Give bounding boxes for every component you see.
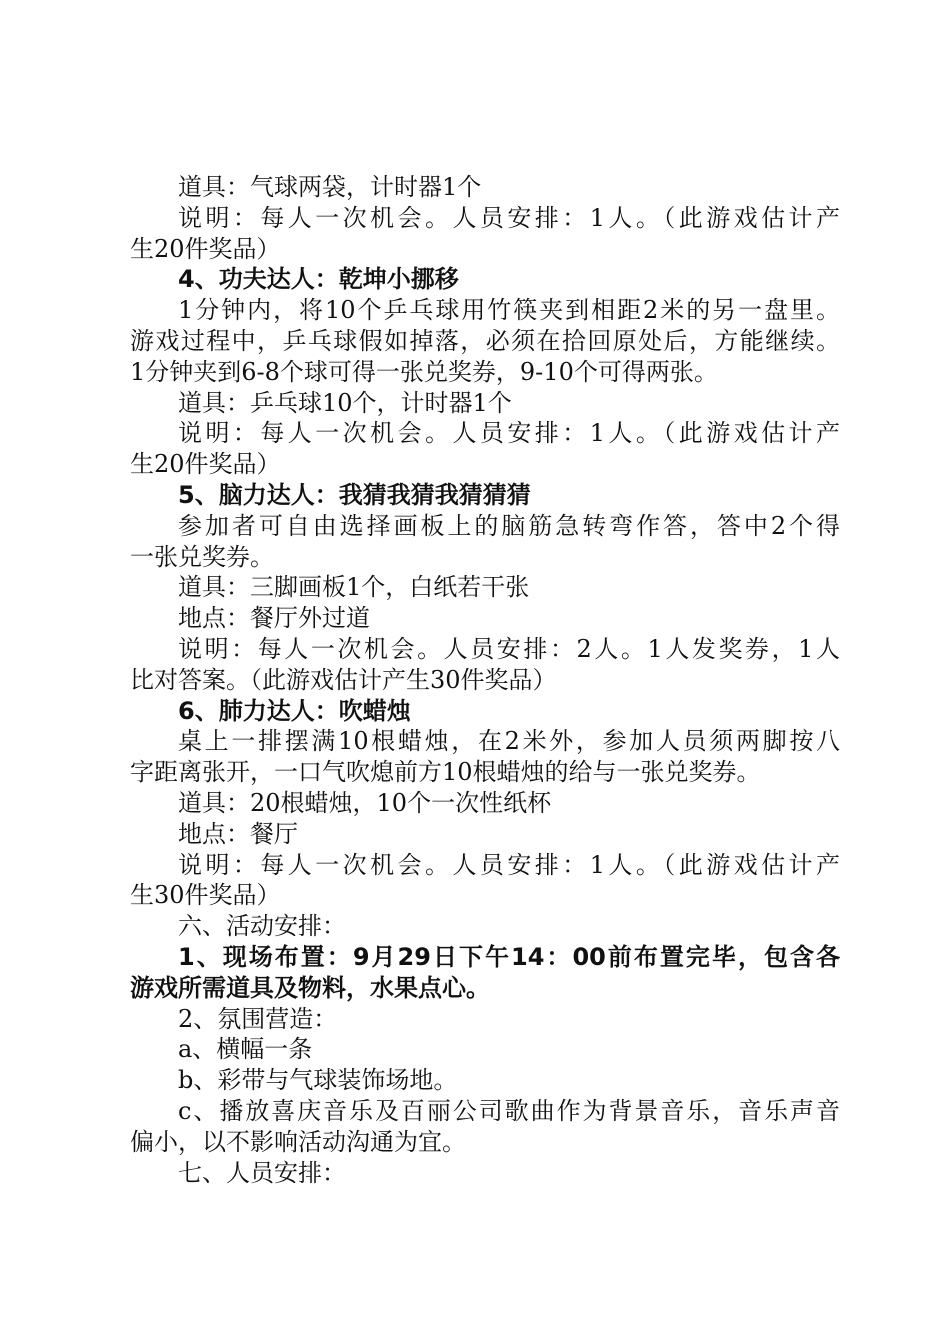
game-4-note: 说明：每人一次机会。人员安排：1人。（此游戏估计产 [178,419,840,448]
game-6-note-continued: 生30件奖品） [130,881,281,910]
atmosphere-subitem-a: a、横幅一条 [178,1035,313,1064]
document-body [130,172,840,1188]
setup-item: 1、现场布置：9月29日下午14：00前布置完毕，包含各 [178,942,840,971]
note-line: 说明：每人一次机会。人员安排：1人。（此游戏估计产 [178,203,840,232]
game-6-location: 地点：餐厅 [178,819,298,848]
game-6-rule-line: 字距离张开，一口气吹熄前方10根蜡烛的给与一张兑奖券。 [130,758,761,787]
note-line-continued: 生20件奖品） [130,234,281,263]
game-4-rule-line: 1分钟夹到6-8个球可得一张兑奖券，9-10个可得两张。 [130,357,718,386]
game-6-heading: 6、肺力达人：吹蜡烛 [178,696,411,725]
section-7-heading: 七、人员安排： [178,1158,346,1187]
game-6-props: 道具：20根蜡烛，10个一次性纸杯 [178,788,552,817]
atmosphere-item: 2、氛围营造： [178,1004,338,1033]
game-5-note: 说明：每人一次机会。人员安排：2人。1人发奖券，1人 [178,634,840,663]
game-5-props: 道具：三脚画板1个，白纸若干张 [178,573,530,602]
game-6-note: 说明：每人一次机会。人员安排：1人。（此游戏估计产 [178,850,840,879]
setup-item-continued: 游戏所需道具及物料，水果点心。 [130,973,490,1002]
game-5-rule-line: 一张兑奖券。 [130,542,274,571]
game-5-location: 地点：餐厅外过道 [178,604,370,633]
props-line: 道具：气球两袋，计时器1个 [178,173,482,201]
game-4-props: 道具：乒乓球10个，计时器1个 [178,388,512,417]
game-5-rule-line: 参加者可自由选择画板上的脑筋急转弯作答，答中2个得 [178,511,840,540]
atmosphere-subitem-b: b、彩带与气球装饰场地。 [178,1066,458,1095]
game-4-rule-line: 1分钟内，将10个乒乓球用竹筷夹到相距2米的另一盘里。 [178,296,840,325]
game-4-heading: 4、功夫达人：乾坤小挪移 [178,265,459,294]
atmosphere-subitem-c-continued: 偏小，以不影响活动沟通为宜。 [130,1127,466,1156]
game-5-heading: 5、脑力达人：我猜我猜我猜猜猜 [178,480,531,509]
game-5-note-continued: 比对答案。（此游戏估计产生30件奖品） [130,665,557,694]
game-6-rule-line: 桌上一排摆满10根蜡烛，在2米外，参加人员须两脚按八 [178,727,840,756]
atmosphere-subitem-c: c、播放喜庆音乐及百丽公司歌曲作为背景音乐，音乐声音 [178,1096,840,1125]
game-4-rule-line: 游戏过程中，乒乓球假如掉落，必须在拾回原处后，方能继续。 [130,326,840,355]
section-6-heading: 六、活动安排： [178,912,346,941]
game-4-note-continued: 生20件奖品） [130,450,281,479]
